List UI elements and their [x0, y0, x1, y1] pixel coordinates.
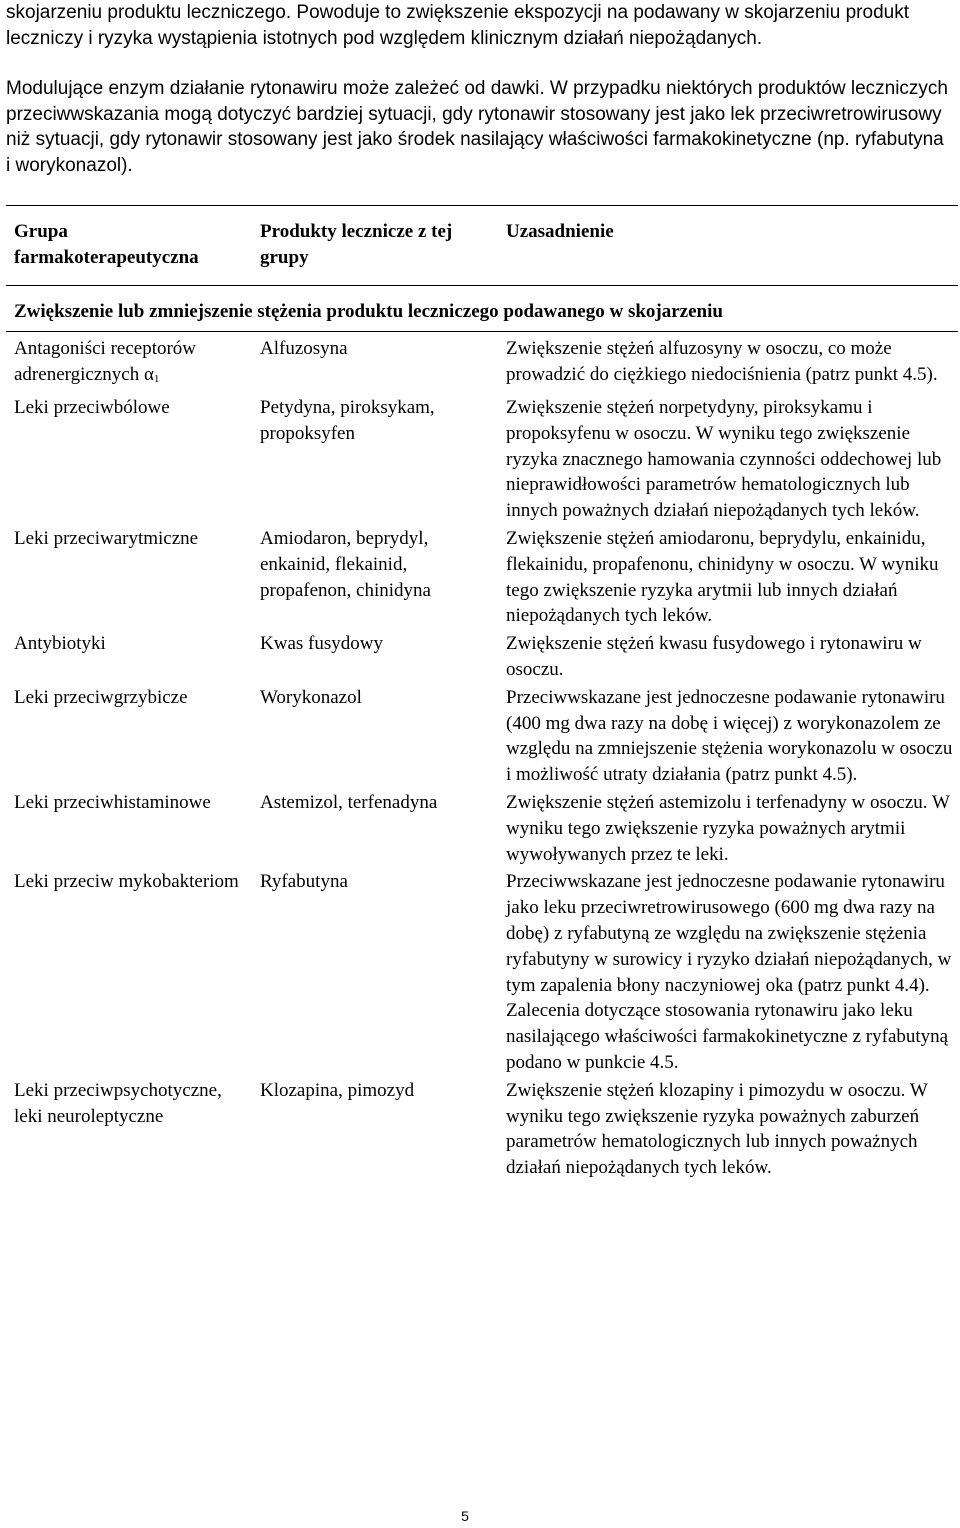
table-row [6, 1077, 958, 1182]
table-row [6, 868, 958, 1076]
cell-group: Leki przeciwarytmiczne [14, 527, 199, 549]
table-row [6, 394, 958, 525]
rationale-text: Przeciwwskazane jest jednoczesne podawanie rytonawiru jako leku przeciwretrowirusowego (600 mg dwa razy na dobę) z ryfabutyną ze względu na zwiększenie stężenia ryfabutyny w surowicy i ryzyko działań niepożądanych, w tym zapalenia błony naczyniowej oka (patrz punkt 4.4). [506, 871, 952, 996]
table-row [6, 630, 958, 684]
intro-paragraph-1: skojarzeniu produktu leczniczego. Powoduje to zwiększenie ekspozycji na podawany w skojarzeniu produkt leczniczy i ryzyka wystąpienia istotnych pod względem klinicznym działań niepożądanych. [6, 2, 909, 49]
cell-products: Worykonazol [260, 686, 362, 708]
cell-rationale: Zwiększenie stężeń norpetydyny, piroksykamu i propoksyfenu w osoczu. W wyniku tego zwiększenie ryzyka znacznego hamowania czynności oddechowej lub nieprawidłowości parametrów hematologicznych lub innych poważnych działań niepożądanych tych leków. [506, 396, 942, 522]
cell-group: Leki przeciwhistaminowe [14, 791, 211, 813]
table-header-row [6, 206, 958, 286]
cell-group: Leki przeciwpsychotyczne, leki neuroleptyczne [14, 1079, 222, 1127]
section-title: Zwiększenie lub zmniejszenie stężenia produktu leczniczego podawanego w skojarzeniu [6, 285, 958, 332]
table-row [6, 525, 958, 630]
group-subscript: 1 [153, 373, 160, 386]
cell-rationale: Zwiększenie stężeń kwasu fusydowego i rytonawiru w osoczu. [506, 633, 922, 680]
cell-group: Antybiotyki [14, 633, 106, 655]
cell-products: Petydyna, piroksykam, propoksyfen [260, 396, 435, 444]
intro-paragraph-2: Modulujące enzym działanie rytonawiru może zależeć od dawki. W przypadku niektórych produktów leczniczych przeciwwskazania mogą dotyczyć bardziej sytuacji, gdy rytonawir stosowany jest jako lek przeciwretrowirusowy niż sytuacji, gdy rytonawir stosowany jest jako środek nasilający właściwości farmakokinetyczne (np. ryfabutyna i worykonazol). [6, 78, 948, 176]
header-group: Grupa farmakoterapeutyczna [6, 206, 252, 286]
cell-group [6, 332, 252, 394]
cell-products: Kwas fusydowy [260, 633, 383, 655]
cell-group: Leki przeciwbólowe [14, 396, 170, 418]
cell-products: Astemizol, terfenadyna [260, 791, 438, 813]
cell-rationale: Zwiększenie stężeń astemizolu i terfenadyny w osoczu. W wyniku tego zwiększenie ryzyka poważnych arytmii wywoływanych przez te leki. [506, 791, 950, 865]
header-rationale: Uzasadnienie [498, 206, 958, 286]
cell-group: Leki przeciw mykobakteriom [14, 871, 239, 893]
table-row [6, 789, 958, 868]
group-label: Antagoniści receptorów adrenergicznych α [14, 338, 197, 386]
cell-products: Alfuzosyna [260, 338, 348, 360]
cell-rationale: Zwiększenie stężeń amiodaronu, beprydylu, enkainidu, flekainidu, propafenonu, chinidyny w osoczu. W wyniku tego zwiększenie ryzyka arytmii lub innych działań niepożądanych tych leków. [506, 527, 939, 627]
cell-rationale: Zwiększenie stężeń alfuzosyny w osoczu, co może prowadzić do ciężkiego niedociśnienia (patrz punkt 4.5). [506, 338, 938, 386]
table-row [6, 332, 958, 394]
header-products: Produkty lecznicze z tej grupy [252, 206, 498, 286]
section-title-row [6, 285, 958, 332]
page-number: 5 [461, 1508, 469, 1524]
cell-group: Leki przeciwgrzybicze [14, 686, 188, 708]
cell-rationale: Przeciwwskazane jest jednoczesne podawanie rytonawiru (400 mg dwa razy na dobę i więcej) z worykonazolem ze względu na zmniejszenie stężenia worykonazolu w osoczu i możliwość utraty działania (patrz punkt 4.5). [506, 686, 953, 786]
interaction-table [6, 205, 958, 1182]
cell-products: Amiodaron, beprydyl, enkainid, flekainid, propafenon, chinidyna [260, 527, 431, 601]
cell-rationale [498, 868, 958, 1076]
cell-rationale: Zwiększenie stężeń klozapiny i pimozydu w osoczu. W wyniku tego zwiększenie ryzyka poważnych zaburzeń parametrów hematologicznych lub innych poważnych działań niepożądanych tych leków. [506, 1079, 928, 1179]
table-row [6, 684, 958, 789]
rationale-extra-text: Zalecenia dotyczące stosowania rytonawiru jako leku nasilającego właściwości farmakokinetyczne z ryfabutyną podano w punkcie 4.5. [506, 1000, 949, 1073]
cell-products: Klozapina, pimozyd [260, 1079, 415, 1101]
cell-products: Ryfabutyna [260, 871, 348, 893]
